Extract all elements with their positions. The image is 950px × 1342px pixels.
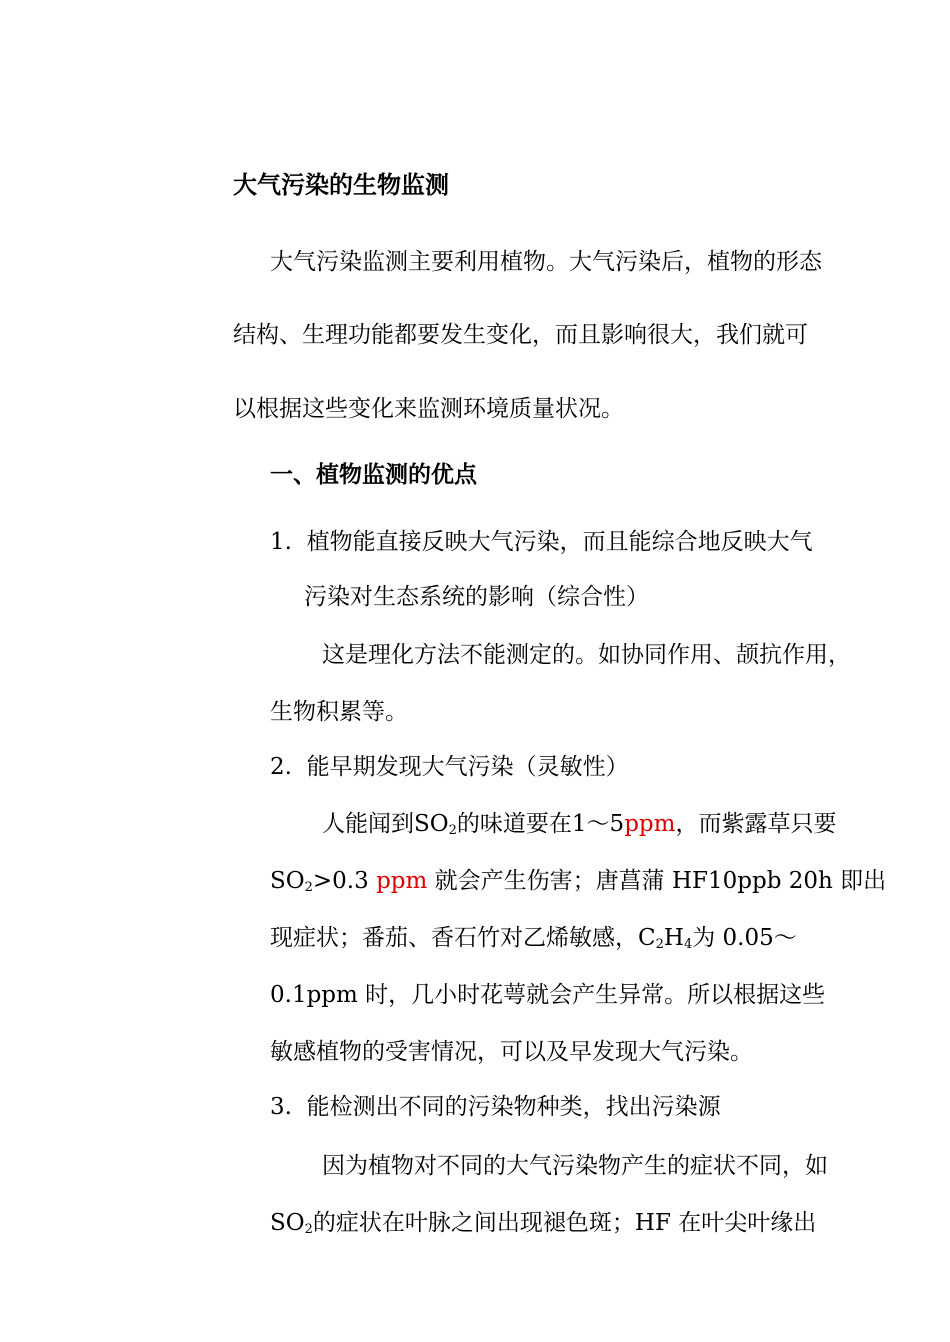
- list-item-2: [270, 752, 629, 782]
- text-run: ，而紫露草只要: [675, 811, 837, 837]
- subscript: 4: [683, 937, 693, 952]
- chem-so: SO: [414, 811, 449, 837]
- item-3-explain-line-2: [270, 1208, 816, 1238]
- item-2-explain-line-1: [322, 809, 836, 839]
- subscript: 2: [304, 1222, 313, 1237]
- subscript: 2: [448, 823, 457, 838]
- intro-line-2: 结构、生理功能都要发生变化，而且影响很大，我们就可: [233, 322, 808, 348]
- text-run: >0.3: [312, 868, 377, 894]
- list-item-text: 植物能直接反映大气污染，而且能综合地反映大气: [306, 529, 813, 555]
- text-run: 的症状在叶脉之间出现褪色斑；HF 在叶尖叶缘出: [312, 1210, 817, 1236]
- item-3-explain-line-1: 因为植物对不同的大气污染物产生的症状不同，如: [322, 1153, 828, 1179]
- list-item-1: [270, 527, 813, 557]
- list-number: 2.: [270, 754, 292, 780]
- chem-so: SO: [270, 1210, 305, 1236]
- item-2-explain-line-2: [270, 866, 886, 896]
- text-run: 就会产生伤害；唐菖蒲 HF10ppb 20h 即出: [427, 868, 887, 894]
- item-1-explain-line-2: 生物积累等。: [270, 699, 408, 725]
- text-run: 人能闻到: [322, 811, 414, 837]
- chem-so: SO: [270, 868, 305, 894]
- number-range: 1～5: [571, 811, 625, 837]
- list-item-3: [270, 1092, 721, 1122]
- list-item-text: 能早期发现大气污染（灵敏性）: [306, 754, 629, 780]
- text-run: 现症状；番茄、香石竹对乙烯敏感，: [270, 925, 638, 951]
- text-run: 为 0.05～: [692, 925, 797, 951]
- intro-line-1: 大气污染监测主要利用植物。大气污染后，植物的形态: [270, 249, 822, 275]
- list-number: 1.: [270, 529, 292, 555]
- subscript: 2: [655, 937, 664, 952]
- chem-h: H: [663, 925, 684, 951]
- document-title: 大气污染的生物监测: [233, 171, 449, 199]
- item-1-explain-line-1: 这是理化方法不能测定的。如协同作用、颉抗作用，: [322, 642, 851, 668]
- item-2-explain-line-4: 0.1ppm 时，几小时花萼就会产生异常。所以根据这些: [270, 982, 826, 1008]
- highlight-ppm: ppm: [624, 811, 676, 837]
- list-item-1-line-2: 污染对生态系统的影响（综合性）: [304, 584, 649, 610]
- item-2-explain-line-3: [270, 923, 797, 953]
- item-2-explain-line-5: 敏感植物的受害情况，可以及早发现大气污染。: [270, 1039, 753, 1065]
- subscript: 2: [304, 880, 313, 895]
- highlight-ppm: ppm: [376, 868, 428, 894]
- text-run: 的味道要在: [456, 811, 572, 837]
- section-heading: 一、植物监测的优点: [270, 462, 477, 488]
- list-item-text: 能检测出不同的污染物种类，找出污染源: [306, 1094, 721, 1120]
- chem-c: C: [638, 925, 656, 951]
- list-number: 3.: [270, 1094, 292, 1120]
- intro-line-3: 以根据这些变化来监测环境质量状况。: [233, 396, 624, 422]
